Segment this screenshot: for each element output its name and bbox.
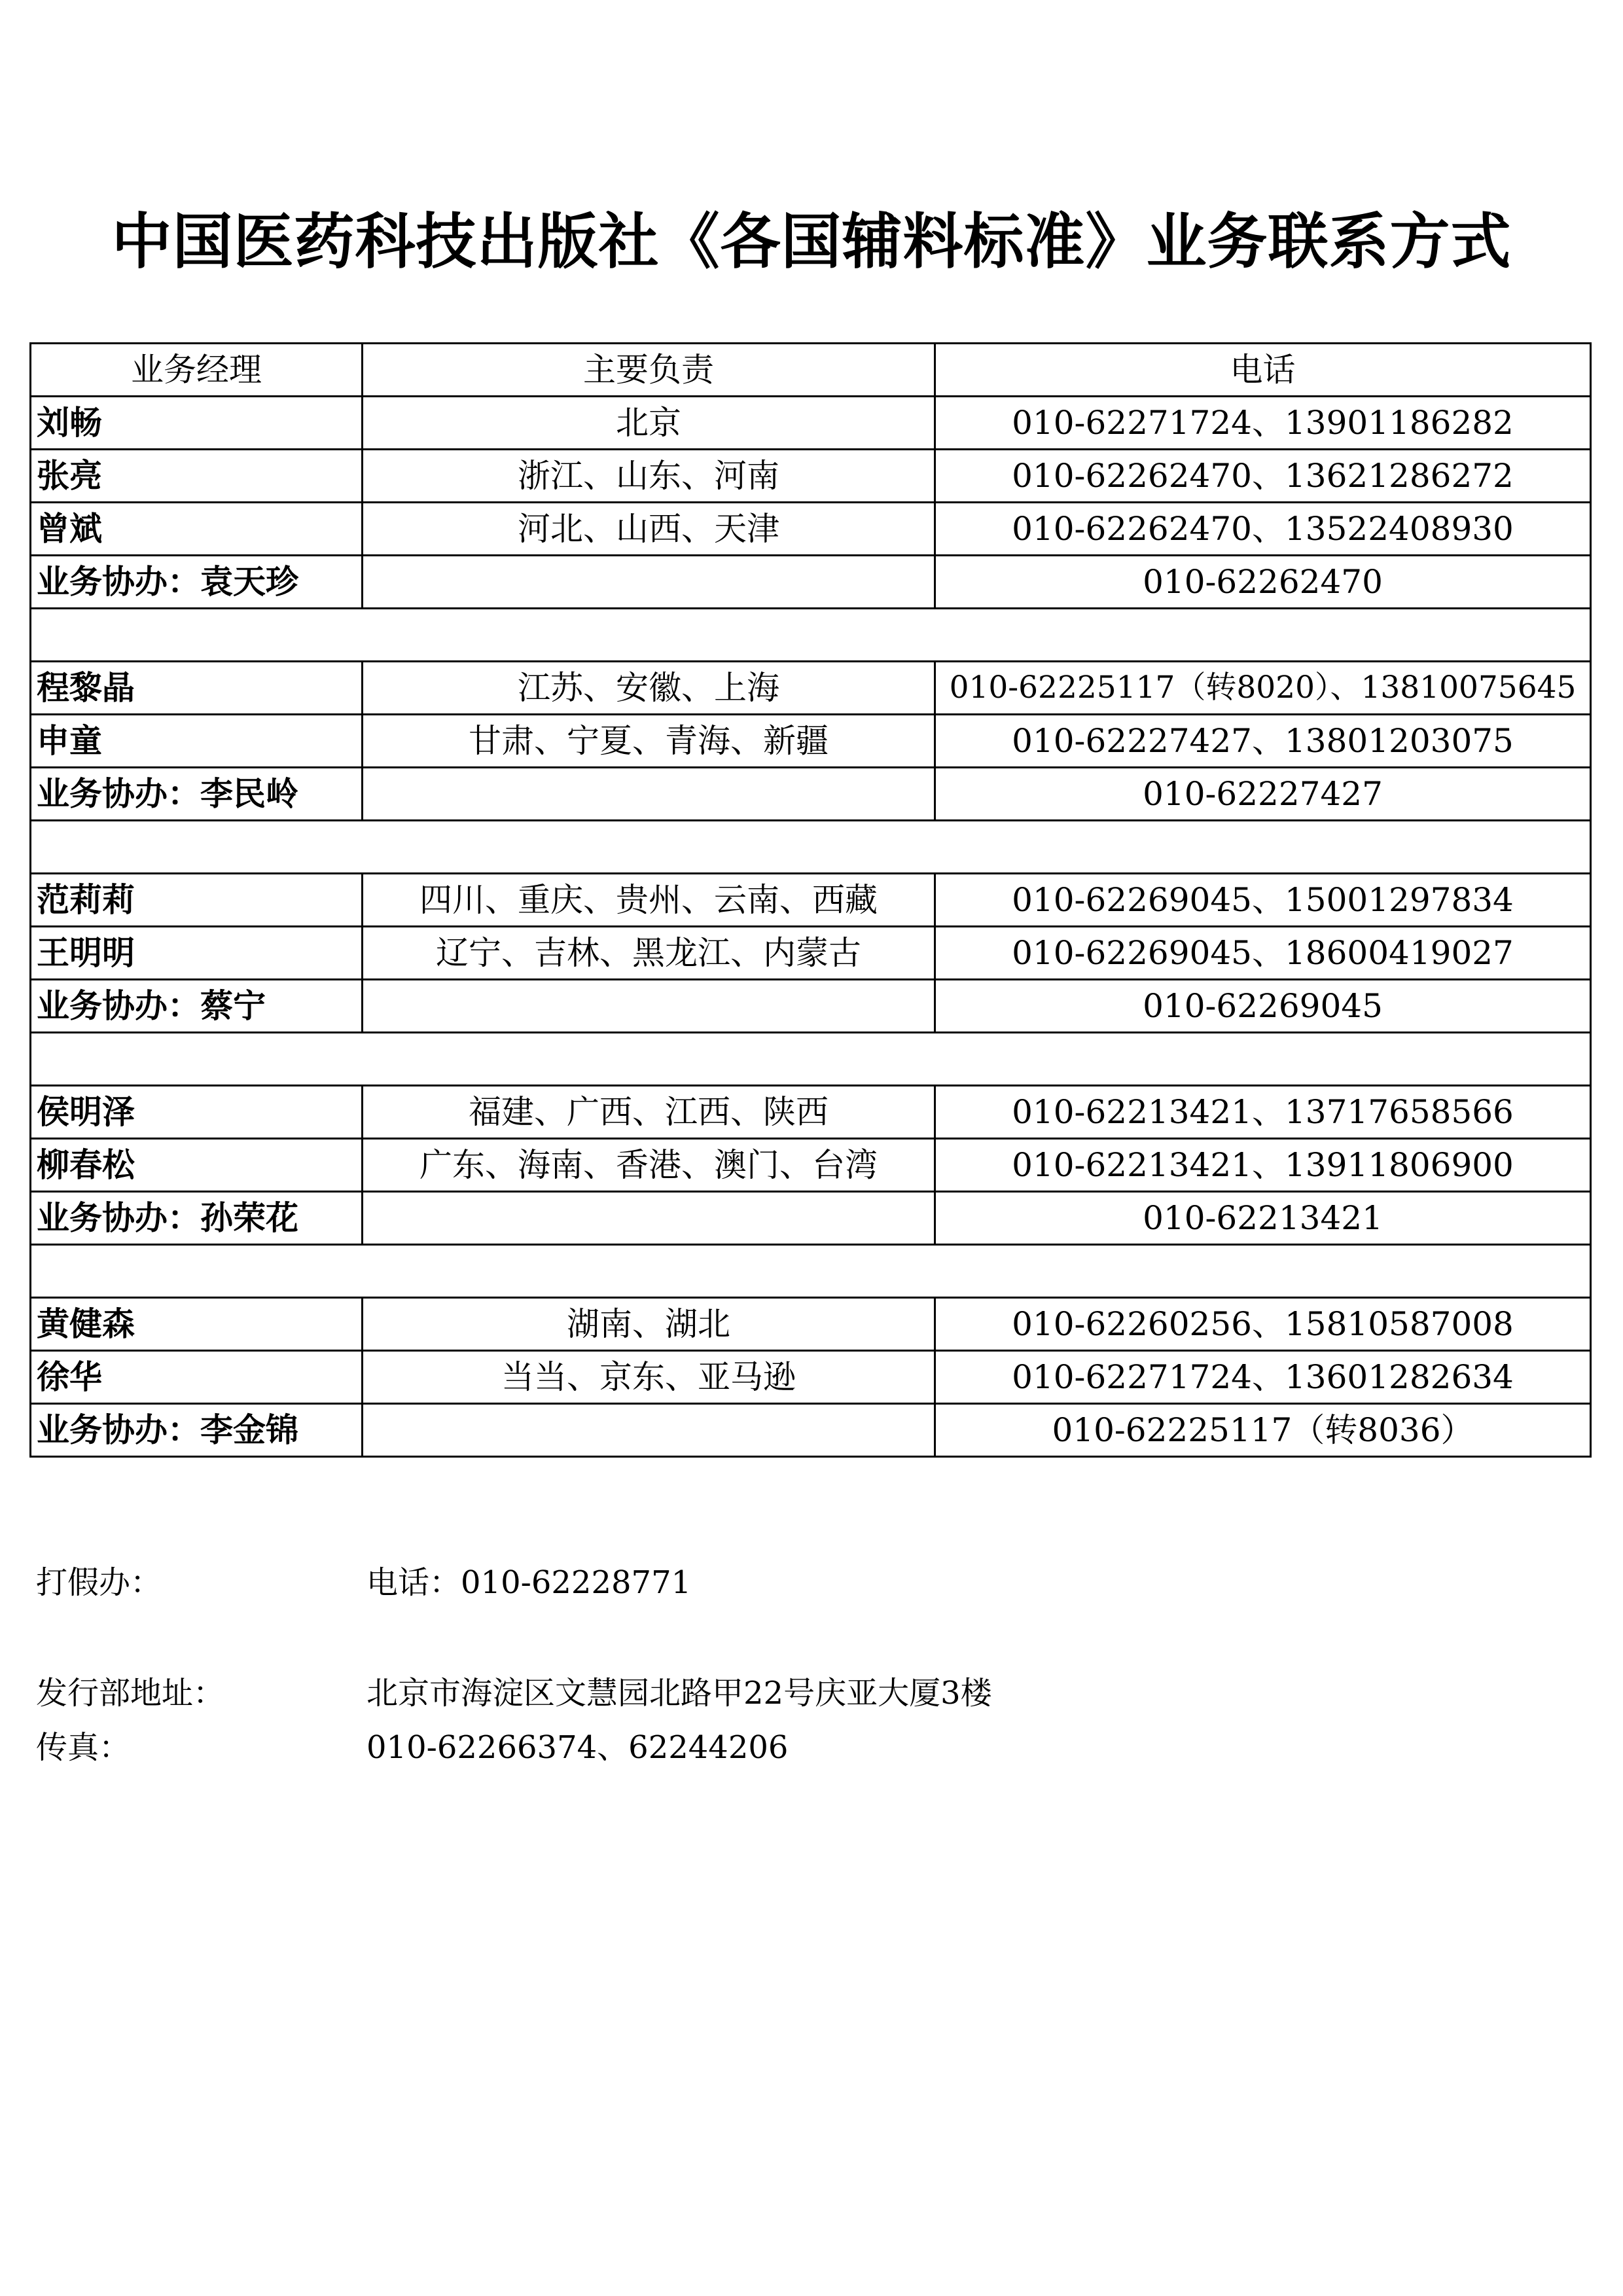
phone-number: 010-62225117（转8036） <box>935 1404 1591 1457</box>
responsibility-region: 浙江、山东、河南 <box>363 450 935 503</box>
manager-name: 侯明泽 <box>31 1086 363 1139</box>
phone-number: 010-62262470、13522408930 <box>935 503 1591 556</box>
group-separator-row <box>31 1245 1591 1298</box>
manager-name: 柳春松 <box>31 1139 363 1192</box>
responsibility-region: 北京 <box>363 397 935 450</box>
responsibility-region: 福建、广西、江西、陕西 <box>363 1086 935 1139</box>
manager-name: 黄健森 <box>31 1298 363 1351</box>
responsibility-region <box>363 1192 935 1245</box>
table-row <box>31 450 1591 503</box>
responsibility-region: 广东、海南、香港、澳门、台湾 <box>363 1139 935 1192</box>
phone-number: 010-62269045 <box>935 980 1591 1033</box>
responsibility-region <box>363 980 935 1033</box>
phone-number: 010-62227427 <box>935 768 1591 821</box>
anti-counterfeit-phone: 电话：010-62228771 <box>366 1564 692 1601</box>
header-phone: 电话 <box>935 344 1591 397</box>
table-row <box>31 397 1591 450</box>
table-row <box>31 503 1591 556</box>
table-row <box>31 1086 1591 1139</box>
phone-number: 010-62260256、15810587008 <box>935 1298 1591 1351</box>
table-row <box>31 1139 1591 1192</box>
responsibility-region: 辽宁、吉林、黑龙江、内蒙古 <box>363 927 935 980</box>
manager-name: 张亮 <box>31 450 363 503</box>
table-row <box>31 980 1591 1033</box>
phone-number: 010-62271724、13901186282 <box>935 397 1591 450</box>
fax-label: 传真： <box>36 1729 131 1766</box>
group-separator-row <box>31 609 1591 662</box>
table-row <box>31 1351 1591 1404</box>
responsibility-region: 江苏、安徽、上海 <box>363 662 935 715</box>
responsibility-region <box>363 768 935 821</box>
responsibility-region: 四川、重庆、贵州、云南、西藏 <box>363 874 935 927</box>
page-title: 中国医药科技出版社《各国辅料标准》业务联系方式 <box>111 207 1512 277</box>
header-responsibility: 主要负责 <box>363 344 935 397</box>
manager-name: 范莉莉 <box>31 874 363 927</box>
table-row <box>31 1404 1591 1457</box>
responsibility-region: 甘肃、宁夏、青海、新疆 <box>363 715 935 768</box>
phone-number: 010-62269045、15001297834 <box>935 874 1591 927</box>
table-row <box>31 768 1591 821</box>
phone-number: 010-62227427、13801203075 <box>935 715 1591 768</box>
phone-number: 010-62213421、13717658566 <box>935 1086 1591 1139</box>
address-value: 北京市海淀区文慧园北路甲22号庆亚大厦3楼 <box>366 1675 992 1712</box>
manager-name: 曾斌 <box>31 503 363 556</box>
group-separator-row <box>31 1033 1591 1086</box>
manager-name: 程黎晶 <box>31 662 363 715</box>
fax-value: 010-62266374、62244206 <box>366 1729 789 1766</box>
responsibility-region <box>363 1404 935 1457</box>
responsibility-region: 当当、京东、亚马逊 <box>363 1351 935 1404</box>
phone-number: 010-62262470、13621286272 <box>935 450 1591 503</box>
assistant-name: 业务协办：李金锦 <box>31 1404 363 1457</box>
assistant-name: 业务协办：蔡宁 <box>31 980 363 1033</box>
responsibility-region: 河北、山西、天津 <box>363 503 935 556</box>
anti-counterfeit-label: 打假办： <box>36 1564 162 1601</box>
table-header-row <box>31 344 1591 397</box>
phone-number: 010-62271724、13601282634 <box>935 1351 1591 1404</box>
table-row <box>31 874 1591 927</box>
header-manager: 业务经理 <box>31 344 363 397</box>
table-row <box>31 1298 1591 1351</box>
phone-number: 010-62213421 <box>935 1192 1591 1245</box>
table-row <box>31 927 1591 980</box>
phone-number: 010-62269045、18600419027 <box>935 927 1591 980</box>
table-row <box>31 556 1591 609</box>
responsibility-region: 湖南、湖北 <box>363 1298 935 1351</box>
address-label: 发行部地址： <box>36 1675 225 1712</box>
group-separator-row <box>31 821 1591 874</box>
table-row <box>31 715 1591 768</box>
contacts-table <box>29 342 1592 1458</box>
manager-name: 徐华 <box>31 1351 363 1404</box>
assistant-name: 业务协办：孙荣花 <box>31 1192 363 1245</box>
table-row <box>31 662 1591 715</box>
table-row <box>31 1192 1591 1245</box>
manager-name: 王明明 <box>31 927 363 980</box>
phone-number: 010-62225117（转8020）、13810075645 <box>935 662 1591 715</box>
assistant-name: 业务协办：袁天珍 <box>31 556 363 609</box>
manager-name: 刘畅 <box>31 397 363 450</box>
phone-number: 010-62213421、13911806900 <box>935 1139 1591 1192</box>
assistant-name: 业务协办：李民岭 <box>31 768 363 821</box>
phone-number: 010-62262470 <box>935 556 1591 609</box>
responsibility-region <box>363 556 935 609</box>
manager-name: 申童 <box>31 715 363 768</box>
